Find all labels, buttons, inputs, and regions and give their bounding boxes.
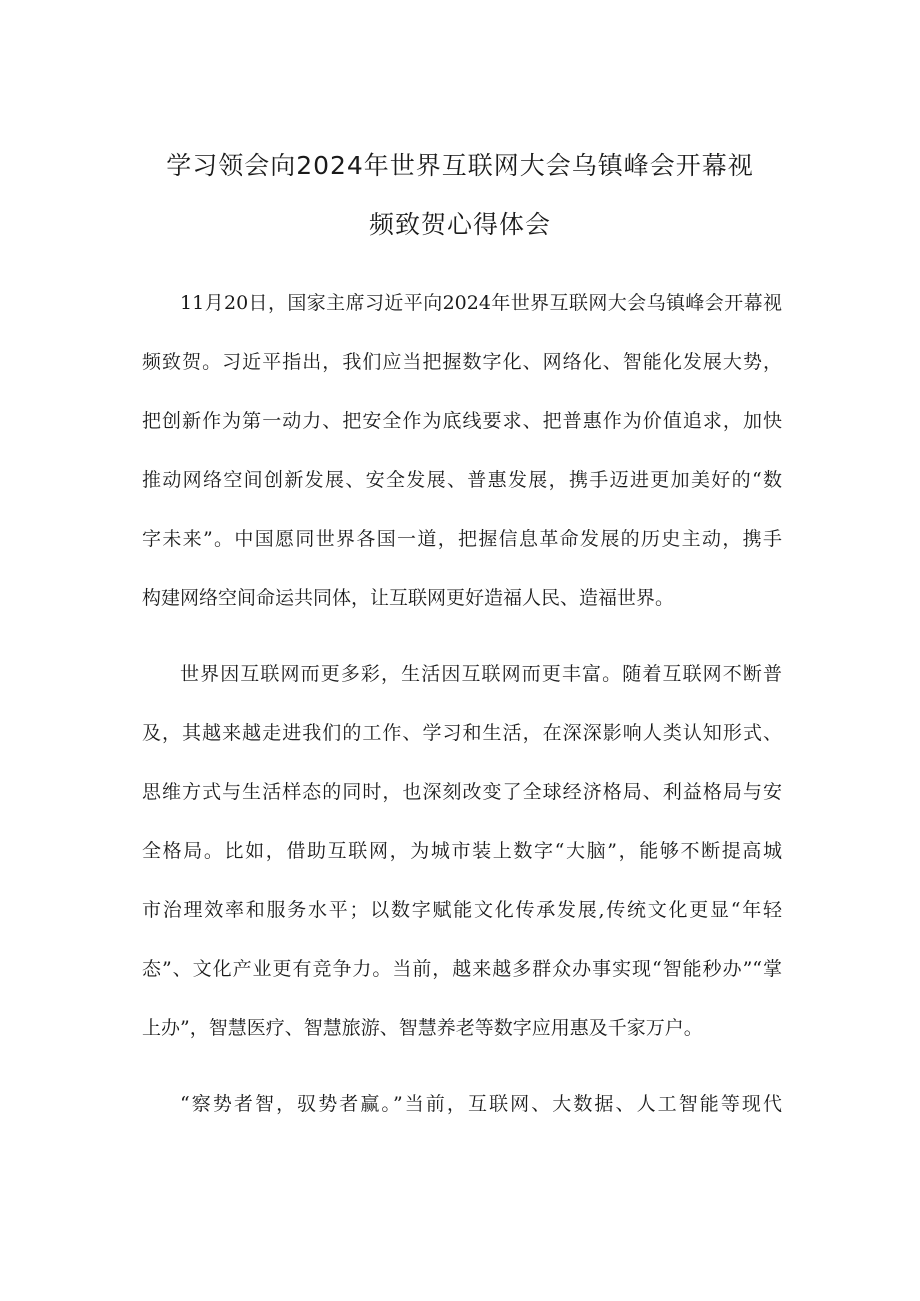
- document-title-line-1: 学习领会向2024年世界互联网大会乌镇峰会开幕视: [166, 151, 754, 180]
- paragraph-1-line-4: 推动网络空间创新发展、安全发展、普惠发展，携手迈进更加美好的“数: [142, 469, 782, 491]
- paragraph-2-line-7: 上办”，智慧医疗、智慧旅游、智慧养老等数字应用惠及千家万户。: [142, 1017, 703, 1039]
- paragraph-3-line-1: “察势者智，驭势者赢。”当前，互联网、大数据、人工智能等现代: [180, 1093, 782, 1115]
- paragraph-2-line-1: 世界因互联网而更多彩，生活因互联网而更丰富。随着互联网不断普: [180, 663, 782, 685]
- paragraph-1-line-6: 构建网络空间命运共同体，让互联网更好造福人民、造福世界。: [142, 587, 675, 609]
- paragraph-1-line-2: 频致贺。习近平指出，我们应当把握数字化、网络化、智能化发展大势，: [142, 351, 782, 373]
- paragraph-2-line-5: 市治理效率和服务水平；以数字赋能文化传承发展,传统文化更显“年轻: [142, 899, 782, 921]
- document-title-line-2: 频致贺心得体会: [368, 210, 551, 239]
- paragraph-2-line-3: 思维方式与生活样态的同时，也深刻改变了全球经济格局、利益格局与安: [142, 781, 782, 803]
- paragraph-2-line-2: 及，其越来越走进我们的工作、学习和生活，在深深影响人类认知形式、: [142, 722, 782, 744]
- paragraph-1-line-3: 把创新作为第一动力、把安全作为底线要求、把普惠作为价值追求，加快: [142, 410, 782, 432]
- paragraph-1-line-1: 11月20日，国家主席习近平向2024年世界互联网大会乌镇峰会开幕视: [180, 292, 782, 314]
- paragraph-2-line-4: 全格局。比如，借助互联网，为城市装上数字“大脑”，能够不断提高城: [142, 840, 782, 862]
- paragraph-2-line-6: 态”、文化产业更有竞争力。当前，越来越多群众办事实现“智能秒办”“掌: [142, 958, 782, 980]
- paragraph-1-line-5: 字未来”。中国愿同世界各国一道，把握信息革命发展的历史主动，携手: [142, 528, 782, 550]
